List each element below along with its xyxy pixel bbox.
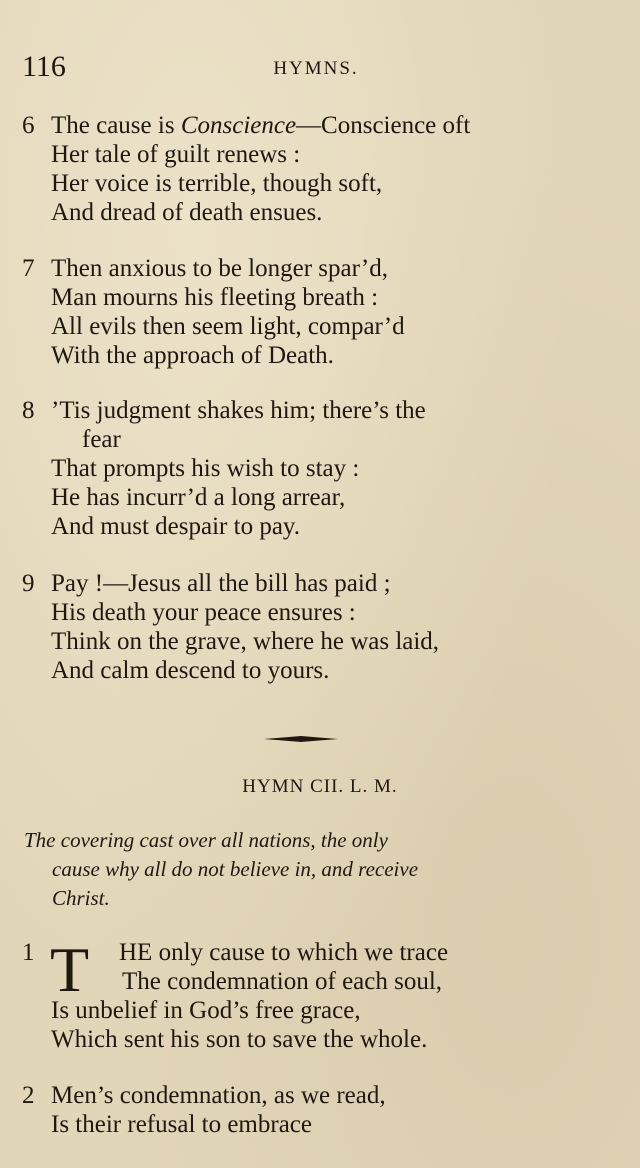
verse-line: He has incurr’d a long arrear, (51, 484, 346, 511)
verse-line: And calm descend to yours. (51, 657, 330, 684)
verse-line: Is their refusal to embrace (51, 1111, 312, 1138)
verse-line: Think on the grave, where he was laid, (51, 628, 440, 655)
subject-line: Christ. (52, 886, 110, 910)
hymn-verse-2 (22, 1081, 602, 1139)
ornament-divider (264, 735, 338, 743)
verse-number: 2 (22, 1082, 35, 1109)
verse-number: 6 (22, 112, 35, 139)
verse-number: 7 (22, 255, 35, 282)
verse-9 (22, 569, 602, 685)
verse-number: 1 (22, 939, 35, 966)
verse-8 (22, 396, 602, 541)
verse-line: With the approach of Death. (51, 342, 334, 369)
drop-cap: T (50, 934, 90, 1005)
verse-line: 1 HE only cause to which we trace (22, 939, 449, 966)
verse-line: Her voice is terrible, though soft, (51, 170, 383, 197)
verse-number: 8 (22, 397, 35, 424)
hymn-title: HYMN CII. L. M. (242, 776, 398, 797)
verse-line: 7 Then anxious to be longer spar’d, (22, 255, 388, 282)
verse-line: That prompts his wish to stay : (51, 455, 360, 482)
verse-line: 8 ’Tis judgment shakes him; there’s the (22, 397, 426, 424)
verse-line: Is unbelief in God’s free grace, (51, 997, 361, 1024)
verse-line: Her tale of guilt renews : (51, 141, 301, 168)
verse-line: The condemnation of each soul, (122, 968, 443, 995)
verse-line: Which sent his son to save the whole. (51, 1026, 428, 1053)
subject-line: The covering cast over all nations, the only (24, 828, 388, 852)
verse-line: 6 The cause is Conscience—Conscience oft (22, 112, 471, 139)
hymn-verse-1 (22, 934, 602, 1054)
verse-number: 9 (22, 570, 35, 597)
page-header (22, 50, 610, 86)
verse-line: All evils then seem light, compar’d (51, 313, 405, 340)
verse-line: And must despair to pay. (51, 513, 301, 540)
subject-line: cause why all do not believe in, and receive (52, 857, 419, 881)
verse-line: His death your peace ensures : (51, 599, 356, 626)
hymn-subject (24, 826, 592, 913)
verse-7 (22, 254, 602, 370)
verse-line: And dread of death ensues. (51, 199, 323, 226)
verse-line: 2 Men’s condemnation, as we read, (22, 1082, 386, 1109)
running-head: HYMNS. (273, 58, 359, 79)
emphasis-word: Conscience (180, 112, 297, 139)
verse-6 (22, 111, 602, 227)
verse-line: fear (82, 426, 121, 453)
verse-line: Man mourns his fleeting breath : (51, 284, 379, 311)
page-number: 116 (22, 50, 66, 83)
verse-line: 9 Pay !—Jesus all the bill has paid ; (22, 570, 391, 597)
